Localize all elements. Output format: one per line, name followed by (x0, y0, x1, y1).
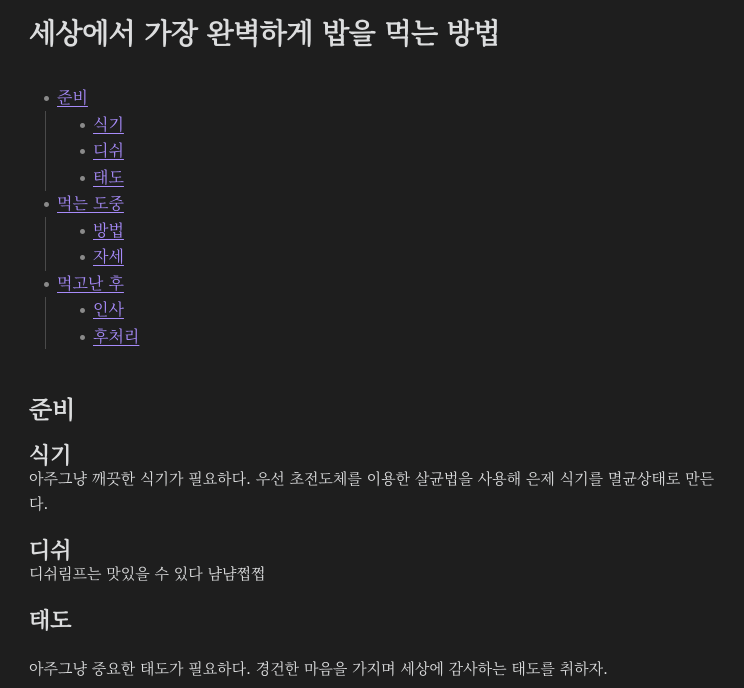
bullet-icon (44, 202, 49, 207)
toc-item-after (29, 271, 329, 298)
toc-link-attitude[interactable]: 태도 (93, 167, 124, 187)
bullet-icon (80, 149, 85, 154)
toc-link-after[interactable]: 먹고난 후 (57, 273, 124, 293)
bullet-icon (80, 255, 85, 260)
heading-attitude: 태도 (29, 609, 72, 634)
toc-item-greeting (29, 297, 329, 324)
toc-item-method (29, 218, 329, 245)
toc-link-posture[interactable]: 자세 (93, 247, 124, 266)
toc-link-cleanup[interactable]: 후처리 (93, 326, 140, 346)
toc-item-attitude (29, 165, 329, 192)
toc-link-dish[interactable]: 디쉬 (93, 141, 124, 160)
toc-item-dish (29, 138, 329, 165)
heading-dish: 디쉬 (29, 539, 72, 564)
heading-utensils: 식기 (29, 444, 72, 469)
toc-item-prep (29, 85, 329, 112)
toc-link-prep[interactable]: 준비 (57, 88, 88, 107)
toc-item-during (29, 191, 329, 218)
toc-item-cleanup (29, 324, 329, 351)
paragraph-dish: 디쉬림프는 맛있을 수 있다 냠냠쩝쩝 (29, 565, 266, 583)
bullet-icon (44, 282, 49, 287)
toc-item-posture (29, 244, 329, 271)
bullet-icon (80, 229, 85, 234)
page-title: 세상에서 가장 완벽하게 밥을 먹는 방법 (29, 17, 501, 50)
paragraph-attitude: 아주그냥 중요한 태도가 필요하다. 경건한 마음을 가지며 세상에 감사하는 태도를 취하자. (29, 660, 608, 678)
toc-item-utensils (29, 112, 329, 139)
toc-link-method[interactable]: 방법 (93, 220, 124, 240)
bullet-icon (80, 123, 85, 128)
bullet-icon (80, 335, 85, 340)
toc-link-greeting[interactable]: 인사 (93, 300, 124, 319)
bullet-icon (80, 308, 85, 313)
toc-link-utensils[interactable]: 식기 (93, 114, 124, 134)
toc-link-during[interactable]: 먹는 도중 (57, 194, 124, 213)
section-heading-prep: 준비 (29, 396, 76, 424)
paragraph-utensils: 아주그냥 깨끗한 식기가 필요하다. 우선 초전도체를 이용한 살균법을 사용해 은제 식기를 멸균상태로 만든다. (29, 470, 715, 513)
bullet-icon (80, 176, 85, 181)
table-of-contents (29, 85, 329, 350)
bullet-icon (44, 96, 49, 101)
